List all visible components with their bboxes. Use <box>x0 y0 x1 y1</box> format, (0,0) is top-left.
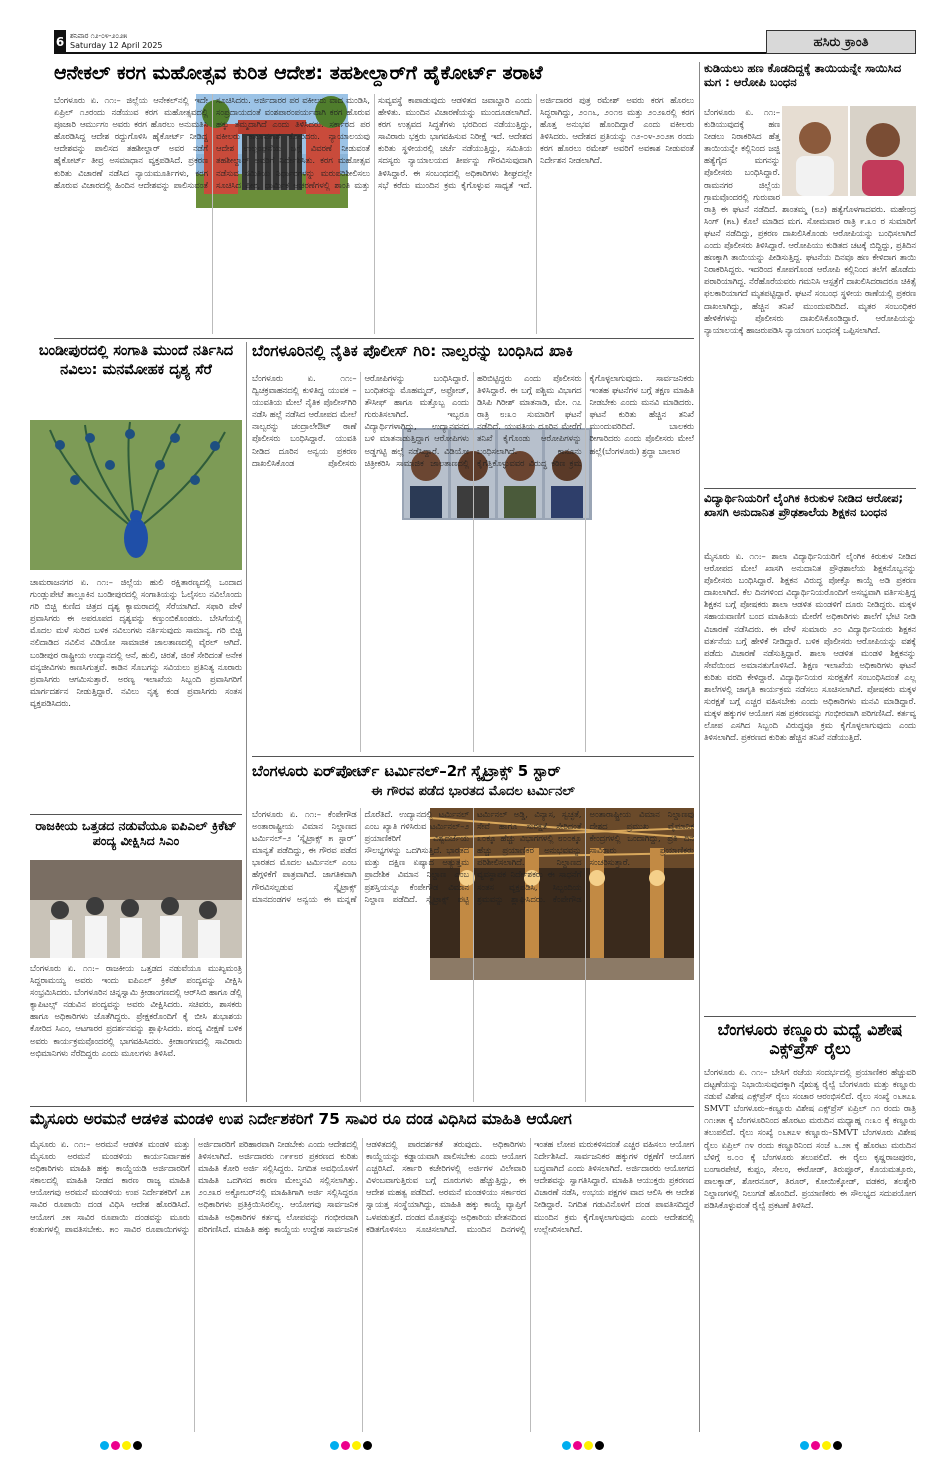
yellow-dot <box>822 1441 831 1450</box>
magenta-dot <box>811 1441 820 1450</box>
teacher-text: ಮೈಸೂರು ಏ. ೧೧:– ಶಾಲಾ ವಿದ್ಯಾರ್ಥಿನಿಯರಿಗೆ ಲೈಂಗಿಕ ಕಿರುಕುಳ ನೀಡಿದ ಆರೋಪದ ಮೇಲೆ ಖಾಸಗಿ ಅನುದಾನಿತ ಪ್ರೌಢಶಾಲೆಯ ಶಿಕ್ಷಕನೊಬ್ಬನನ್ನು ಪೊಲೀಸರು ಬಂಧಿಸಿದ್ದಾರೆ. ಶಿಕ್ಷಕನ ವಿರುದ್ಧ ಪೋಕ್ಸೊ ಕಾಯ್ದೆ ಅಡಿ ಪ್ರಕರಣ ದಾಖಲಾಗಿದೆ. ಕೆಲ ದಿನಗಳಿಂದ ವಿದ್ಯಾರ್ಥಿನಿಯರೊಂದಿಗೆ ಅಸಭ್ಯವಾಗಿ ವರ್ತಿಸುತ್ತಿದ್ದ ಶಿಕ್ಷಕನ ಬಗ್ಗೆ ಪೋಷಕರು ಶಾಲಾ ಆಡಳಿತ ಮಂಡಳಿಗೆ ದೂರು ನೀಡಿದ್ದರು. ಮಕ್ಕಳ ಸಹಾಯವಾಣಿಗೆ ಬಂದ ಮಾಹಿತಿಯ ಮೇರೆಗೆ ಅಧಿಕಾರಿಗಳು ಶಾಲೆಗೆ ಭೇಟಿ ನೀಡಿ ವಿಚಾರಣೆ ನಡೆಸಿದರು. ಈ ವೇಳೆ ಸುಮಾರು ೨೦ ವಿದ್ಯಾರ್ಥಿನಿಯರು ಶಿಕ್ಷಕನ ವರ್ತನೆಯ ಬಗ್ಗೆ ಹೇಳಿಕೆ ನೀಡಿದ್ದಾರೆ. ಬಳಿಕ ಪೊಲೀಸರು ಆರೋಪಿಯನ್ನು ವಶಕ್ಕೆ ಪಡೆದು ವಿಚಾರಣೆ ನಡೆಸುತ್ತಿದ್ದಾರೆ. ಶಾಲಾ ಆಡಳಿತ ಮಂಡಳಿ ಶಿಕ್ಷಕನನ್ನು ಸೇವೆಯಿಂದ ಅಮಾನತುಗೊಳಿಸಿದೆ. ಶಿಕ್ಷಣ ಇಲಾಖೆಯ ಅಧಿಕಾರಿಗಳು ಘಟನೆ ಕುರಿತು ವರದಿ ಕೇಳಿದ್ದಾರೆ. ವಿದ್ಯಾರ್ಥಿನಿಯರ ಸುರಕ್ಷತೆಗೆ ಸಂಬಂಧಿಸಿದಂತೆ ಎಲ್ಲ ಶಾಲೆಗಳಲ್ಲಿ ಜಾಗೃತಿ ಕಾರ್ಯಕ್ರಮ ನಡೆಸಲು ಸೂಚಿಸಲಾಗಿದೆ. ಪೋಷಕರು ಮಕ್ಕಳ ಸುರಕ್ಷತೆ ಬಗ್ಗೆ ಎಚ್ಚರ ವಹಿಸಬೇಕು ಎಂದು ಅಧಿಕಾರಿಗಳು ಮನವಿ ಮಾಡಿದ್ದಾರೆ. ಮಕ್ಕಳ ಹಕ್ಕುಗಳ ಆಯೋಗ ಸಹ ಪ್ರಕರಣವನ್ನು ಗಂಭೀರವಾಗಿ ಪರಿಗಣಿಸಿದೆ. ಕರ್ತವ್ಯ ಲೋಪ ಎಸಗಿದ ಸಿಬ್ಬಂದಿ ವಿರುದ್ಧವೂ ಕ್ರಮ ಕೈಗೊಳ್ಳಲಾಗುವುದು ಎಂದು ತಿಳಿಸಲಾಗಿದೆ. ಪ್ರಕರಣದ ಕುರಿತು ಹೆಚ್ಚಿನ ತನಿಖೆ ನಡೆಯುತ್ತಿದೆ. <box>704 551 916 743</box>
ipl-text: ಬೆಂಗಳೂರು ಏ. ೧೧:– ರಾಜಕೀಯ ಒತ್ತಡದ ನಡುವೆಯೂ ಮುಖ್ಯಮಂತ್ರಿ ಸಿದ್ದರಾಮಯ್ಯ ಅವರು ಇಂದು ಐಪಿಎಲ್ ಕ್ರಿಕೆಟ್ ಪಂದ್ಯವನ್ನು ವೀಕ್ಷಿಸಿ ಸಂಭ್ರಮಿಸಿದರು. ಬೆಂಗಳೂರಿನ ಚಿನ್ನಸ್ವಾಮಿ ಕ್ರೀಡಾಂಗಣದಲ್ಲಿ ಆರ್‌ಸಿಬಿ ಹಾಗೂ ಡೆಲ್ಲಿ ಕ್ಯಾಪಿಟಲ್ಸ್ ನಡುವಿನ ಪಂದ್ಯವನ್ನು ಅವರು ವೀಕ್ಷಿಸಿದರು. ಸಚಿವರು, ಶಾಸಕರು ಹಾಗೂ ಅಧಿಕಾರಿಗಳು ಜೊತೆಗಿದ್ದರು. ಪ್ರೇಕ್ಷಕರೊಂದಿಗೆ ಕೈ ಬೀಸಿ ಶುಭಾಶಯ ಕೋರಿದ ಸಿಎಂ, ಆಟಗಾರರ ಪ್ರದರ್ಶನವನ್ನು ಶ್ಲಾಘಿಸಿದರು. ಪಂದ್ಯ ವೀಕ್ಷಣೆ ಬಳಿಕ ಅವರು ಕಾರ್ಯಕ್ರಮವೊಂದರಲ್ಲಿ ಭಾಗವಹಿಸಿದರು. ಕ್ರೀಡಾಂಗಣದಲ್ಲಿ ಸಾವಿರಾರು ಅಭಿಮಾನಿಗಳು ನೆರೆದಿದ್ದರು ಎಂದು ಮೂಲಗಳು ತಿಳಿಸಿವೆ. <box>30 963 242 1058</box>
peacock-text: ಚಾಮರಾಜನಗರ ಏ. ೧೧:– ಜಿಲ್ಲೆಯ ಹುಲಿ ರಕ್ಷಿತಾರಣ್ಯದಲ್ಲಿ ಒಂದಾದ ಗುಂಡ್ಲುಪೇಟೆ ತಾಲ್ಲೂಕಿನ ಬಂಡೀಪುರದಲ್ಲಿ ಸಂಗಾತಿಯನ್ನು ಓಲೈಸಲು ನವಿಲೊಂದು ಗರಿ ಬಿಚ್ಚಿ ಕುಣಿದ ಚಿತ್ರದ ದೃಶ್ಯ ಕ್ಯಾಮರಾದಲ್ಲಿ ಸೆರೆಯಾಗಿದೆ. ಸಫಾರಿ ವೇಳೆ ಪ್ರವಾಸಿಗರು ಈ ಅಪರೂಪದ ದೃಶ್ಯವನ್ನು ಕಣ್ತುಂಬಿಕೊಂಡರು. ಬೇಸಿಗೆಯಲ್ಲಿ ಮೊದಲ ಮಳೆ ಸುರಿದ ಬಳಿಕ ನವಿಲುಗಳು ನರ್ತಿಸುವುದು ಸಾಮಾನ್ಯ. ಗರಿ ಬಿಚ್ಚಿ ನಲಿದಾಡಿದ ನವಿಲಿನ ವಿಡಿಯೋ ಸಾಮಾಜಿಕ ಜಾಲತಾಣದಲ್ಲಿ ವೈರಲ್ ಆಗಿದೆ. ಬಂಡೀಪುರ ರಾಷ್ಟ್ರೀಯ ಉದ್ಯಾನದಲ್ಲಿ ಆನೆ, ಹುಲಿ, ಚಿರತೆ, ಜಿಂಕೆ ಸೇರಿದಂತೆ ಅನೇಕ ವನ್ಯಜೀವಿಗಳು ಕಾಣಸಿಗುತ್ತವೆ. ಕಾಡಿನ ಸೊಬಗನ್ನು ಸವಿಯಲು ಪ್ರತಿನಿತ್ಯ ನೂರಾರು ಪ್ರವಾಸಿಗರು ಆಗಮಿಸುತ್ತಾರೆ. ಅರಣ್ಯ ಇಲಾಖೆಯ ಸಿಬ್ಬಂದಿ ಪ್ರವಾಸಿಗರಿಗೆ ಮಾರ್ಗದರ್ಶನ ನೀಡುತ್ತಿದ್ದಾರೆ. ನವಿಲು ನೃತ್ಯ ಕಂಡ ಪ್ರವಾಸಿಗರು ಸಂತಸ ವ್ಯಕ್ತಪಡಿಸಿದರು. <box>30 577 242 708</box>
info-text: ಮೈಸೂರು ಏ. ೧೧:– ಅರಮನೆ ಆಡಳಿತ ಮಂಡಳಿ ಮತ್ತು ಮೈಸೂರು ಅರಮನೆ ಮಂಡಳಿಯ ಕಾರ್ಯನಿರ್ವಾಹಕ ಅಧಿಕಾರಿಗಳು ಮಾಹಿತಿ ಹಕ್ಕು ಕಾಯ್ದೆಯಡಿ ಅರ್ಜಿದಾರರಿಗೆ ಸಕಾಲದಲ್ಲಿ ಮಾಹಿತಿ ನೀಡದ ಕಾರಣ ರಾಜ್ಯ ಮಾಹಿತಿ ಆಯೋಗವು ಅರಮನೆ ಮಂಡಳಿಯ ಉಪ ನಿರ್ದೇಶಕರಿಗೆ ೭೫ ಸಾವಿರ ರೂಪಾಯಿ ದಂಡ ವಿಧಿಸಿ ಆದೇಶ ಹೊರಡಿಸಿದೆ. ಆಯೋಗ ೨೫ ಸಾವಿರ ರೂಪಾಯಿ ದಂಡವನ್ನು ಮೂರು ಕಂತುಗಳಲ್ಲಿ ಪಾವತಿಸಬೇಕು. ೫೦ ಸಾವಿರ ರೂಪಾಯಿಗಳನ್ನು ಅರ್ಜಿದಾರರಿಗೆ ಪರಿಹಾರವಾಗಿ ನೀಡಬೇಕು ಎಂದು ಆದೇಶದಲ್ಲಿ ತಿಳಿಸಲಾಗಿದೆ. ಅರ್ಜಿದಾರರು ೧೯೯೮ರ ಪ್ರಕರಣದ ಕುರಿತು ಮಾಹಿತಿ ಕೋರಿ ಅರ್ಜಿ ಸಲ್ಲಿಸಿದ್ದರು. ನಿಗದಿತ ಅವಧಿಯೊಳಗೆ ಮಾಹಿತಿ ಒದಗಿಸದ ಕಾರಣ ಮೇಲ್ಮನವಿ ಸಲ್ಲಿಸಲಾಗಿತ್ತು. ೨೦೨೩ರ ಅಕ್ಟೋಬರ್‌ನಲ್ಲಿ ಮಾಹಿತಿಗಾಗಿ ಅರ್ಜಿ ಸಲ್ಲಿಸಿದ್ದರೂ ಅಧಿಕಾರಿಗಳು ಪ್ರತಿಕ್ರಿಯಿಸಿರಲಿಲ್ಲ. ಆಯೋಗವು ಸಾರ್ವಜನಿಕ ಮಾಹಿತಿ ಅಧಿಕಾರಿಗಳ ಕರ್ತವ್ಯ ಲೋಪವನ್ನು ಗಂಭೀರವಾಗಿ ಪರಿಗಣಿಸಿದೆ. ಮಾಹಿತಿ ಹಕ್ಕು ಕಾಯ್ದೆಯ ಉದ್ದೇಶ ಸಾರ್ವಜನಿಕ ಆಡಳಿತದಲ್ಲಿ ಪಾರದರ್ಶಕತೆ ತರುವುದು. ಅಧಿಕಾರಿಗಳು ಕಾಯ್ದೆಯನ್ನು ಕಡ್ಡಾಯವಾಗಿ ಪಾಲಿಸಬೇಕು ಎಂದು ಆಯೋಗ ಎಚ್ಚರಿಸಿದೆ. ಸರ್ಕಾರಿ ಕಚೇರಿಗಳಲ್ಲಿ ಅರ್ಜಿಗಳ ವಿಲೇವಾರಿ ವಿಳಂಬವಾಗುತ್ತಿರುವ ಬಗ್ಗೆ ದೂರುಗಳು ಹೆಚ್ಚುತ್ತಿದ್ದು, ಈ ಆದೇಶ ಮಹತ್ವ ಪಡೆದಿದೆ. ಅರಮನೆ ಮಂಡಳಿಯು ಸರ್ಕಾರದ ಸ್ವಾಯತ್ತ ಸಂಸ್ಥೆಯಾಗಿದ್ದು, ಮಾಹಿತಿ ಹಕ್ಕು ಕಾಯ್ದೆ ವ್ಯಾಪ್ತಿಗೆ ಒಳಪಡುತ್ತದೆ. ದಂಡದ ಮೊತ್ತವನ್ನು ಅಧಿಕಾರಿಯ ವೇತನದಿಂದ ಕಡಿತಗೊಳಿಸಲು ಸೂಚಿಸಲಾಗಿದೆ. ಮುಂದಿನ ದಿನಗಳಲ್ಲಿ ಇಂತಹ ಲೋಪ ಮರುಕಳಿಸದಂತೆ ಎಚ್ಚರ ವಹಿಸಲು ಆಯೋಗ ನಿರ್ದೇಶಿಸಿದೆ. ಸಾರ್ವಜನಿಕರ ಹಕ್ಕುಗಳ ರಕ್ಷಣೆಗೆ ಆಯೋಗ ಬದ್ಧವಾಗಿದೆ ಎಂದು ತಿಳಿಸಲಾಗಿದೆ. ಅರ್ಜಿದಾರರು ಆಯೋಗದ ಆದೇಶವನ್ನು ಸ್ವಾಗತಿಸಿದ್ದಾರೆ. ಮಾಹಿತಿ ಆಯುಕ್ತರು ಪ್ರಕರಣದ ವಿಚಾರಣೆ ನಡೆಸಿ, ಉಭಯ ಪಕ್ಷಗಳ ವಾದ ಆಲಿಸಿ ಈ ಆದೇಶ ನೀಡಿದ್ದಾರೆ. ನಿಗದಿತ ಗಡುವಿನೊಳಗೆ ದಂಡ ಪಾವತಿಸದಿದ್ದರೆ ಮುಂದಿನ ಕ್ರಮ ಕೈಗೊಳ್ಳಲಾಗುವುದು ಎಂದು ಆದೇಶದಲ್ಲಿ ಉಲ್ಲೇಖಿಸಲಾಗಿದೆ. <box>30 1139 694 1234</box>
article-peacock-body <box>30 576 242 810</box>
article-money-body <box>704 106 916 484</box>
black-dot <box>363 1441 372 1450</box>
rule-under-karaga <box>54 338 694 339</box>
headline-teacher[interactable]: ವಿದ್ಯಾರ್ಥಿನಿಯರಿಗೆ ಲೈಂಗಿಕ ಕಿರುಕುಳ ನೀಡಿದ ಆರೋಪ; ಖಾಸಗಿ ಅನುದಾನಿತ ಪ್ರೌಢಶಾಲೆಯ ಶಿಕ್ಷಕನ ಬಂಧನ <box>704 492 904 519</box>
headline-train[interactable]: ಬೆಂಗಳೂರು ಕಣ್ಣೂರು ಮಧ್ಯೆ ವಿಶೇಷ ಎಕ್ಸ್‌ಪ್ರೆಸ್ ರೈಲು <box>717 1020 903 1059</box>
rule-under-money <box>704 488 916 489</box>
article-info-body <box>30 1138 694 1432</box>
yellow-dot <box>122 1441 131 1450</box>
cyan-dot <box>562 1441 571 1450</box>
magenta-dot <box>111 1441 120 1450</box>
date-kannada: ಶನಿವಾರ ೧೨-೦೪-೨೦೨೫ <box>70 31 128 40</box>
date-english: Saturday 12 April 2025 <box>70 40 163 50</box>
registration-marks-2 <box>330 1441 372 1450</box>
photo-peacock <box>30 420 242 570</box>
cyan-dot <box>100 1441 109 1450</box>
black-dot <box>595 1441 604 1450</box>
rule-left-column <box>246 342 247 1102</box>
headline-moral-policing[interactable]: ಬೆಂಗಳೂರಿನಲ್ಲಿ ನೈತಿಕ ಪೊಲೀಸ್ ಗಿರಿ: ನಾಲ್ವರನ್ನು ಬಂಧಿಸಿದ ಖಾಕಿ <box>252 342 573 360</box>
registration-marks-3 <box>562 1441 604 1450</box>
rule-under-peacock <box>30 814 242 815</box>
article-teacher <box>704 492 916 1012</box>
headline-ipl[interactable]: ರಾಜಕೀಯ ಒತ್ತಡದ ನಡುವೆಯೂ ಐಪಿಎಲ್ ಕ್ರಿಕೆಟ್ ಪಂದ್ಯ ವೀಕ್ಷಿಸಿದ ಸಿಎಂ <box>35 818 237 848</box>
magenta-dot <box>573 1441 582 1450</box>
photo-cm-stadium <box>30 860 242 958</box>
article-teacher-body <box>704 550 916 1012</box>
money-text: ಬೆಂಗಳೂರು ಏ. ೧೧:– ಕುಡಿಯುವುದಕ್ಕೆ ಹಣ ನೀಡಲು ನಿರಾಕರಿಸಿದ ಹೆತ್ತ ತಾಯಿಯನ್ನೇ ಕಲ್ಲಿನಿಂದ ಜಜ್ಜಿ ಹತ್ಯೆಗೈದ ಮಗನನ್ನು ಪೊಲೀಸರು ಬಂಧಿಸಿದ್ದಾರೆ. ರಾಮನಗರ ಜಿಲ್ಲೆಯ ಗ್ರಾಮವೊಂದರಲ್ಲಿ ಗುರುವಾರ ರಾತ್ರಿ ಈ ಘಟನೆ ನಡೆದಿದೆ. ಶಾಂತಮ್ಮ (೮೨) ಹತ್ಯೆಗೊಳಗಾದವರು. ಮಹೇಂದ್ರ ಸಿಂಗ್ (೫೬) ಕೊಲೆ ಮಾಡಿದ ಮಗ. ಸೋಮವಾರ ರಾತ್ರಿ ೯.೩೦ ರ ಸುಮಾರಿಗೆ ಘಟನೆ ನಡೆದಿದ್ದು, ಪ್ರಕರಣ ದಾಖಲಿಸಿಕೊಂಡು ಆರೋಪಿಯನ್ನು ಬಂಧಿಸಲಾಗಿದೆ ಎಂದು ಪೊಲೀಸರು ತಿಳಿಸಿದ್ದಾರೆ. ಆರೋಪಿಯು ಕುಡಿತದ ಚಟಕ್ಕೆ ಬಿದ್ದಿದ್ದು, ಪ್ರತಿದಿನ ಹಣಕ್ಕಾಗಿ ತಾಯಿಯನ್ನು ಪೀಡಿಸುತ್ತಿದ್ದ. ಘಟನೆಯ ದಿನವೂ ಹಣ ಕೇಳಿದಾಗ ತಾಯಿ ನಿರಾಕರಿಸಿದ್ದರು. ಇದರಿಂದ ಕೋಪಗೊಂಡ ಆರೋಪಿ ಕಲ್ಲಿನಿಂದ ತಲೆಗೆ ಹೊಡೆದು ಪರಾರಿಯಾಗಿದ್ದ. ನೆರೆಹೊರೆಯವರು ಗಮನಿಸಿ ಆಸ್ಪತ್ರೆಗೆ ದಾಖಲಿಸಿದರಾದರೂ ಚಿಕಿತ್ಸೆ ಫಲಕಾರಿಯಾಗದೆ ಮೃತಪಟ್ಟಿದ್ದಾರೆ. ಘಟನೆ ಸಂಬಂಧ ಸ್ಥಳೀಯ ಠಾಣೆಯಲ್ಲಿ ಪ್ರಕರಣ ದಾಖಲಾಗಿದ್ದು, ಹೆಚ್ಚಿನ ತನಿಖೆ ಮುಂದುವರಿದಿದೆ. ಮೃತರ ಸಂಬಂಧಿಕರ ಹೇಳಿಕೆಗಳನ್ನು ಪೊಲೀಸರು ದಾಖಲಿಸಿಕೊಂಡಿದ್ದಾರೆ. ಆರೋಪಿಯನ್ನು ನ್ಯಾಯಾಲಯಕ್ಕೆ ಹಾಜರುಪಡಿಸಿ ನ್ಯಾಯಾಂಗ ಬಂಧನಕ್ಕೆ ಒಪ್ಪಿಸಲಾಗಿದೆ. <box>704 107 916 335</box>
headline-karaga[interactable]: ಆನೇಕಲ್ ಕರಗ ಮಹೋತ್ಸವ ಕುರಿತ ಆದೇಶ: ತಹಶೀಲ್ದಾರ್‌ಗೆ ಹೈಕೋರ್ಟ್ ತರಾಟೆ <box>54 62 543 84</box>
brand-box: ಹಸಿರು ಕ್ರಾಂತಿ <box>766 30 916 54</box>
article-moral-body <box>252 372 694 752</box>
cyan-dot <box>330 1441 339 1450</box>
train-text: ಬೆಂಗಳೂರು ಏ. ೧೧:– ಬೇಸಿಗೆ ರಜೆಯ ಸಂದರ್ಭದಲ್ಲಿ ಪ್ರಯಾಣಿಕರ ಹೆಚ್ಚುವರಿ ದಟ್ಟಣೆಯನ್ನು ನಿಭಾಯಿಸುವುದಕ್ಕಾಗಿ ನೈಋತ್ಯ ರೈಲ್ವೆ ಬೆಂಗಳೂರು ಮತ್ತು ಕಣ್ಣೂರು ನಡುವೆ ವಿಶೇಷ ಎಕ್ಸ್‌ಪ್ರೆಸ್ ರೈಲು ಸಂಚಾರ ಆರಂಭಿಸಲಿದೆ. ರೈಲು ಸಂಖ್ಯೆ ೦೬೫೭೩ SMVT ಬೆಂಗಳೂರು–ಕಣ್ಣೂರು ವಿಶೇಷ ಎಕ್ಸ್‌ಪ್ರೆಸ್ ಏಪ್ರಿಲ್ ೧೧ ರಂದು ರಾತ್ರಿ ೧೧:೫೫ ಕ್ಕೆ ಬೆಂಗಳೂರಿನಿಂದ ಹೊರಟು ಮರುದಿನ ಮಧ್ಯಾಹ್ನ ೧:೩೦ ಕ್ಕೆ ಕಣ್ಣೂರು ತಲುಪಲಿದೆ. ರೈಲು ಸಂಖ್ಯೆ ೦೬೫೭೪ ಕಣ್ಣೂರು–SMVT ಬೆಂಗಳೂರು ವಿಶೇಷ ರೈಲು ಏಪ್ರಿಲ್ ೧೪ ರಂದು ಕಣ್ಣೂರಿನಿಂದ ಸಂಜೆ ೬.೨೫ ಕ್ಕೆ ಹೊರಟು ಮರುದಿನ ಬೆಳಿಗ್ಗೆ ೮.೦೦ ಕ್ಕೆ ಬೆಂಗಳೂರು ತಲುಪಲಿದೆ. ಈ ರೈಲು ಕೃಷ್ಣರಾಜಪುರಂ, ಬಂಗಾರಪೇಟೆ, ಕುಪ್ಪಂ, ಸೇಲಂ, ಈರೋಡ್, ತಿರುಪ್ಪೂರ್, ಕೊಯಮತ್ತೂರು, ಪಾಲಕ್ಕಾಡ್, ಶೋರನೂರ್, ತಿರೂರ್, ಕೋಯಿಕ್ಕೋಡ್, ವಡಕರ, ತಲಶ್ಶೇರಿ ನಿಲ್ದಾಣಗಳಲ್ಲಿ ನಿಲುಗಡೆ ಹೊಂದಿದೆ. ಪ್ರಯಾಣಿಕರು ಈ ಸೌಲಭ್ಯದ ಸದುಪಯೋಗ ಪಡಿಸಿಕೊಳ್ಳುವಂತೆ ರೈಲ್ವೆ ಪ್ರಕಟಣೆ ತಿಳಿಸಿದೆ. <box>704 1067 916 1211</box>
dateline <box>66 30 163 54</box>
black-dot <box>833 1441 842 1450</box>
headline-airport[interactable]: ಬೆಂಗಳೂರು ಏರ್‌ಪೋರ್ಟ್ ಟರ್ಮಿನಲ್–2ಗೆ ಸ್ಕೈಟ್ರಾಕ್ಸ್ 5 ಸ್ಟಾರ್ <box>252 762 561 780</box>
article-airport-body <box>252 808 694 1102</box>
karaga-text: ಬೆಂಗಳೂರು ಏ. ೧೧:– ಜಿಲ್ಲೆಯ ಆನೇಕಲ್‌ನಲ್ಲಿ ಇದೇ ಏಪ್ರಿಲ್ ೧೨ರಂದು ನಡೆಯುವ ಕರಗ ಮಹೋತ್ಸವದಲ್ಲಿ ಪೂಜಾರಿ ಆರ್ಮುಗಂ ಅವರು ಕರಗ ಹೊರಲು ಅನುಮತಿಸಿ ಹೊರಡಿಸಿದ್ದ ಆದೇಶ ರದ್ದುಗೊಳಿಸಿ ಹೈಕೋರ್ಟ್ ನೀಡಿದ್ದ ಆದೇಶವನ್ನು ಪಾಲಿಸದ ತಹಶೀಲ್ದಾರ್ ಅವರ ನಡೆಗೆ ಹೈಕೋರ್ಟ್ ತೀವ್ರ ಅಸಮಾಧಾನ ವ್ಯಕ್ತಪಡಿಸಿದೆ. ಪ್ರಕರಣ ಕುರಿತು ವಿಚಾರಣೆ ನಡೆಸಿದ ನ್ಯಾಯಮೂರ್ತಿಗಳು, ಕರಗ ಹೊರುವ ವಿಚಾರದಲ್ಲಿ ಹಿಂದಿನ ಆದೇಶವನ್ನು ಪಾಲಿಸುವಂತೆ ಸೂಚಿಸಿದರು. ಅರ್ಜಿದಾರರ ಪರ ವಕೀಲರು ವಾದ ಮಂಡಿಸಿ, ಸಂಪ್ರದಾಯದಂತೆ ವಂಶಪಾರಂಪರ್ಯವಾಗಿ ಕರಗ ಹೊರುವ ಹಕ್ಕು ತಮ್ಮದಾಗಿದೆ ಎಂದು ತಿಳಿಸಿದರು. ಸರ್ಕಾರದ ಪರ ವಕೀಲರು ಕಾಲಾವಕಾಶ ಕೋರಿದರು. ನ್ಯಾಯಾಲಯವು ಆದೇಶ ಉಲ್ಲಂಘನೆಯ ಬಗ್ಗೆ ವಿವರಣೆ ನೀಡುವಂತೆ ತಹಶೀಲ್ದಾರ್ ಅವರಿಗೆ ನಿರ್ದೇಶಿಸಿತು. ಕರಗ ಮಹೋತ್ಸವ ನಡೆಸುವ ಸಮಿತಿಯ ನಿರ್ಧಾರಗಳನ್ನು ಮರುಪರಿಶೀಲಿಸಲು ಸೂಚಿಸಿದ ಪೀಠ, ಧಾರ್ಮಿಕ ಆಚರಣೆಗಳಲ್ಲಿ ಶಾಂತಿ ಮತ್ತು ಸುವ್ಯವಸ್ಥೆ ಕಾಪಾಡುವುದು ಆಡಳಿತದ ಜವಾಬ್ದಾರಿ ಎಂದು ಹೇಳಿತು. ಮುಂದಿನ ವಿಚಾರಣೆಯನ್ನು ಮುಂದೂಡಲಾಗಿದೆ. ಕರಗ ಉತ್ಸವದ ಸಿದ್ಧತೆಗಳು ಭರದಿಂದ ನಡೆಯುತ್ತಿದ್ದು, ಸಾವಿರಾರು ಭಕ್ತರು ಭಾಗವಹಿಸುವ ನಿರೀಕ್ಷೆ ಇದೆ. ಆದೇಶದ ಕುರಿತು ಸ್ಥಳೀಯರಲ್ಲಿ ಚರ್ಚೆ ನಡೆಯುತ್ತಿದ್ದು, ಸಮಿತಿಯ ಸದಸ್ಯರು ನ್ಯಾಯಾಲಯದ ತೀರ್ಪನ್ನು ಗೌರವಿಸುವುದಾಗಿ ತಿಳಿಸಿದ್ದಾರೆ. ಈ ಸಂಬಂಧದಲ್ಲಿ ಅಧಿಕಾರಿಗಳು ಶೀಘ್ರದಲ್ಲೇ ಸಭೆ ಕರೆದು ಮುಂದಿನ ಕ್ರಮ ಕೈಗೊಳ್ಳುವ ಸಾಧ್ಯತೆ ಇದೆ. ಅರ್ಜಿದಾರರ ಪುತ್ರ ರಮೇಶ್ ಅವರು ಕರಗ ಹೊರಲು ಸಿದ್ಧರಾಗಿದ್ದು, ೨೦೧೬, ೨೦೧೮ ಮತ್ತು ೨೦೨೩ರಲ್ಲಿ ಕರಗ ಹೊತ್ತ ಅನುಭವ ಹೊಂದಿದ್ದಾರೆ ಎಂದು ವಕೀಲರು ತಿಳಿಸಿದರು. ಆದೇಶದ ಪ್ರತಿಯನ್ನು ೧೨-೦೪-೨೦೨೫ ರಂದು ಕರಗ ಹೊರಲು ರಮೇಶ್ ಅವರಿಗೆ ಅವಕಾಶ ನೀಡುವಂತೆ ನಿರ್ದೇಶನ ನೀಡಲಾಗಿದೆ. <box>54 95 694 190</box>
page-number: 6 <box>54 30 66 54</box>
airport-text: ಬೆಂಗಳೂರು ಏ. ೧೧:– ಕೆಂಪೇಗೌಡ ಅಂತಾರಾಷ್ಟ್ರೀಯ ವಿಮಾನ ನಿಲ್ದಾಣದ ಟರ್ಮಿನಲ್–೨ ‘ಸ್ಕೈಟ್ರಾಕ್ಸ್ ೫ ಸ್ಟಾರ್’ ಮಾನ್ಯತೆ ಪಡೆದಿದ್ದು, ಈ ಗೌರವ ಪಡೆದ ಭಾರತದ ಮೊದಲ ಟರ್ಮಿನಲ್ ಎಂಬ ಹೆಗ್ಗಳಿಕೆಗೆ ಪಾತ್ರವಾಗಿದೆ. ಜಾಗತಿಕವಾಗಿ ಗೌರವಿಸಲ್ಪಡುವ ಸ್ಕೈಟ್ರಾಕ್ಸ್ ಮಾನದಂಡಗಳ ಅನ್ವಯ ಈ ಮನ್ನಣೆ ದೊರೆತಿದೆ. ಉದ್ಯಾನದಲ್ಲಿ ಟರ್ಮಿನಲ್ ಎಂಬ ಖ್ಯಾತಿ ಗಳಿಸಿರುವ ಟರ್ಮಿನಲ್–೨ ಪ್ರಯಾಣಿಕರಿಗೆ ವಿಶ್ವದರ್ಜೆಯ ಸೌಲಭ್ಯಗಳನ್ನು ಒದಗಿಸುತ್ತಿದೆ. ಭಾರತದ ಮತ್ತು ದಕ್ಷಿಣ ಏಷ್ಯಾದ ಅತ್ಯುತ್ತಮ ಪ್ರಾದೇಶಿಕ ವಿಮಾನ ನಿಲ್ದಾಣ ಎಂಬ ಪ್ರಶಸ್ತಿಯನ್ನೂ ಕೆಂಪೇಗೌಡ ವಿಮಾನ ನಿಲ್ದಾಣ ಪಡೆದಿದೆ. ಸ್ಕೈಟ್ರಾಕ್ಸ್ ಪಟ್ಟಿ ಟರ್ಮಿನಲ್ ಅಡ್ಡಿ, ವಿನ್ಯಾಸ, ಸ್ವಚ್ಛತೆ, ಸೇವೆ ಹಾಗೂ ಸುರಕ್ಷತೆ ಸೇರಿದಂತೆ ೩೦ಕ್ಕೂ ಹೆಚ್ಚು ವಿಭಾಗಗಳಲ್ಲಿ ೮೦೦ಕ್ಕೂ ಹೆಚ್ಚು ಪ್ರಯಾಣಿಕರ ಅನುಭವವನ್ನು ಪರಿಶೀಲಿಸಲಾಗಿದೆ. ನಿಲ್ದಾಣದ ವ್ಯವಸ್ಥಾಪಕ ನಿರ್ದೇಶಕರು ಈ ಸಾಧನೆಗೆ ಸಂತಸ ವ್ಯಕ್ತಪಡಿಸಿ, ಸಿಬ್ಬಂದಿಯ ಶ್ರಮವನ್ನು ಶ್ಲಾಘಿಸಿದರು. ಕೆಂಪೇಗೌಡ ಅಂತಾರಾಷ್ಟ್ರೀಯ ವಿಮಾನ ನಿಲ್ದಾಣವು ದೇಶದ ಪ್ರಮುಖ ವೈಮಾನಿಕ ಕೇಂದ್ರಗಳಲ್ಲಿ ಒಂದಾಗಿದ್ದು, ಪ್ರತಿ ದಿನ ಸಾವಿರಾರು ಪ್ರಯಾಣಿಕರು ಸಂಚರಿಸುತ್ತಾರೆ. <box>252 809 694 904</box>
rule-under-teacher <box>704 1016 916 1017</box>
article-ipl-body <box>30 962 242 1102</box>
header-rule <box>163 30 766 54</box>
subhead-airport: ಈ ಗೌರವ ಪಡೆದ ಭಾರತದ ಮೊದಲ ಟರ್ಮಿನಲ್ <box>371 784 575 799</box>
article-moral-policing <box>252 342 694 752</box>
article-karaga-body <box>54 94 694 334</box>
registration-marks-4 <box>800 1441 842 1450</box>
yellow-dot <box>584 1441 593 1450</box>
page-header <box>54 30 916 54</box>
headline-info-commission[interactable]: ಮೈಸೂರು ಅರಮನೆ ಆಡಳಿತ ಮಂಡಳಿ ಉಪ ನಿರ್ದೇಶಕರಿಗೆ 75 ಸಾವಿರ ರೂ ದಂಡ ವಿಧಿಸಿದ ಮಾಹಿತಿ ಆಯೋಗ <box>30 1110 572 1128</box>
rule-above-info <box>30 1106 694 1107</box>
article-train-body <box>704 1066 916 1432</box>
article-ipl <box>30 818 242 1102</box>
peacock-illustration <box>30 420 242 570</box>
black-dot <box>133 1441 142 1450</box>
rule-under-moral <box>252 756 694 757</box>
cyan-dot <box>800 1441 809 1450</box>
moral-text: ಬೆಂಗಳೂರು ಏ. ೧೧:– ದ್ವಿಚಕ್ರವಾಹನದಲ್ಲಿ ಕುಳಿತಿದ್ದ ಯುವಕ – ಯುವತಿಯ ಮೇಲೆ ನೈತಿಕ ಪೊಲೀಸ್‌ಗಿರಿ ನಡೆಸಿ ಹಲ್ಲೆ ನಡೆಸಿದ ಆರೋಪದ ಮೇಲೆ ನಾಲ್ವರನ್ನು ಚಂದ್ರಾಲೇಔಟ್ ಠಾಣೆ ಪೊಲೀಸರು ಬಂಧಿಸಿದ್ದಾರೆ. ಯುವತಿ ನೀಡಿದ ದೂರಿನ ಅನ್ವಯ ಪ್ರಕರಣ ದಾಖಲಿಸಿಕೊಂಡ ಪೊಲೀಸರು ಆರೋಪಿಗಳನ್ನು ಬಂಧಿಸಿದ್ದಾರೆ. ಬಂಧಿತರನ್ನು ಮೊಹಮ್ಮದ್, ಅಫ್ರೋಜ್, ತೌಸೀಫ್ ಹಾಗೂ ಮತ್ತೊಬ್ಬ ಎಂದು ಗುರುತಿಸಲಾಗಿದೆ. ಇಬ್ಬರೂ ವಿದ್ಯಾರ್ಥಿಗಳಾಗಿದ್ದು, ಉದ್ಯಾನವನದ ಬಳಿ ಮಾತನಾಡುತ್ತಿದ್ದಾಗ ಆರೋಪಿಗಳು ಅಡ್ಡಗಟ್ಟಿ ಹಲ್ಲೆ ನಡೆಸಿದ್ದಾರೆ. ವಿಡಿಯೋ ಚಿತ್ರೀಕರಿಸಿ ಸಾಮಾಜಿಕ ಜಾಲತಾಣದಲ್ಲಿ ಹರಿಬಿಟ್ಟಿದ್ದರು ಎಂದು ಪೊಲೀಸರು ತಿಳಿಸಿದ್ದಾರೆ. ಈ ಬಗ್ಗೆ ಪಶ್ಚಿಮ ವಿಭಾಗದ ಡಿಸಿಪಿ ಗಿರೀಶ್ ಮಾತನಾಡಿ, ಮೇ. ೧೭ ರಾತ್ರಿ ೮:೩೦ ಸುಮಾರಿಗೆ ಘಟನೆ ನಡೆದಿದೆ. ಯುವತಿಯ ದೂರಿನ ಮೇರೆಗೆ ತನಿಖೆ ಕೈಗೊಂಡು ಆರೋಪಿಗಳನ್ನು ಬಂಧಿಸಲಾಗಿದೆ. ಕಾನೂನು ಕೈಗೆತ್ತಿಕೊಳ್ಳುವವರ ವಿರುದ್ಧ ಕಠಿಣ ಕ್ರಮ ಕೈಗೊಳ್ಳಲಾಗುವುದು. ಸಾರ್ವಜನಿಕರು ಇಂತಹ ಘಟನೆಗಳ ಬಗ್ಗೆ ತಕ್ಷಣ ಮಾಹಿತಿ ನೀಡಬೇಕು ಎಂದು ಮನವಿ ಮಾಡಿದರು. ಘಟನೆ ಕುರಿತು ಹೆಚ್ಚಿನ ತನಿಖೆ ಮುಂದುವರಿದಿದೆ. ಬಾಲಕರು ರೀಗಾರಿದರು ಎಂದು ಪೊಲೀಸರು ಮೇಲೆ ಹಲ್ಲೆ(ಬೆಂಗಳೂರು) ಶ್ರದ್ಧಾ ಬಾಲಾರ <box>252 373 694 468</box>
stadium-illustration <box>30 860 242 958</box>
article-airport <box>252 762 694 1102</box>
yellow-dot <box>352 1441 361 1450</box>
headline-peacock[interactable]: ಬಂಡೀಪುರದಲ್ಲಿ ಸಂಗಾತಿ ಮುಂದೆ ನರ್ತಿಸಿದ ನವಿಲು: ಮನಮೋಹಕ ದೃಶ್ಯ ಸೆರೆ <box>38 343 234 378</box>
magenta-dot <box>341 1441 350 1450</box>
article-karaga <box>54 62 694 334</box>
article-train <box>704 1020 916 1432</box>
rule-right-column <box>699 62 700 1432</box>
article-money <box>704 62 916 484</box>
article-info-commission <box>30 1110 694 1432</box>
registration-marks-1 <box>100 1441 142 1450</box>
article-peacock <box>30 342 242 810</box>
headline-money[interactable]: ಕುಡಿಯಲು ಹಣ ಕೊಡದಿದ್ದಕ್ಕೆ ತಾಯಿಯನ್ನೇ ಸಾಯಿಸಿದ ಮಗ : ಆರೋಪಿ ಬಂಧನ <box>704 62 902 89</box>
